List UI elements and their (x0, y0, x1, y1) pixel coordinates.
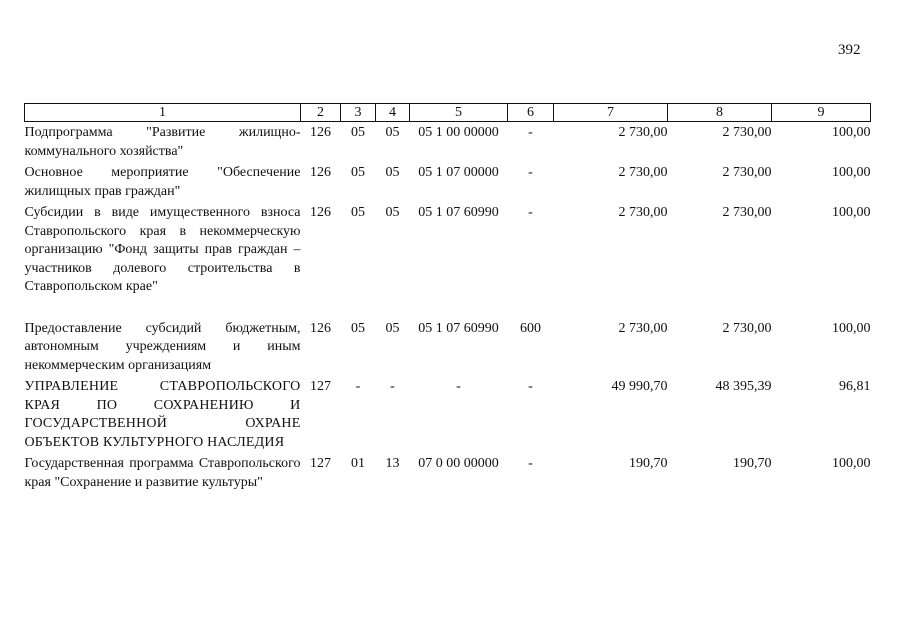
row-amount-executed: 48 395,39 (715, 379, 772, 394)
column-header-6: 6 (508, 104, 554, 122)
row-description: Основное мероприятие "Обеспечение жилищных прав граждан" (24, 165, 301, 199)
row-amount-planned: 2 730,00 (618, 320, 668, 336)
column-header-4: 4 (376, 104, 410, 122)
row-percent: 100,00 (832, 205, 871, 220)
row-section: 01 (351, 456, 365, 471)
budget-table (24, 103, 871, 493)
column-header-8: 8 (668, 104, 772, 122)
row-amount-planned: 49 990,70 (611, 379, 668, 394)
row-percent: 100,00 (832, 320, 871, 336)
table-row (25, 122, 871, 163)
row-expense-type: - (528, 205, 533, 220)
row-amount-executed: 2 730,00 (722, 165, 772, 180)
row-amount-planned: 2 730,00 (618, 205, 668, 220)
table-row (25, 318, 871, 377)
row-target-article: 05 1 00 00000 (418, 125, 499, 140)
table-row (25, 376, 871, 453)
row-percent: 100,00 (832, 165, 871, 180)
row-subsection: 05 (385, 125, 400, 140)
row-code-admin: 126 (310, 125, 331, 140)
row-expense-type: 600 (520, 320, 541, 336)
column-header-7: 7 (554, 104, 668, 122)
table-row (25, 453, 871, 493)
row-description: УПРАВЛЕНИЕ СТАВРОПОЛЬСКОГО КРАЯ ПО СОХРАНЕНИЮ И ГОСУДАРСТВЕННОЙ ОХРАНЕ ОБЪЕКТОВ КУЛЬТУРНОГО НАСЛЕДИЯ (24, 379, 301, 450)
row-section: 05 (351, 205, 365, 220)
row-expense-type: - (528, 456, 533, 471)
row-code-admin: 127 (310, 379, 331, 394)
table-row (25, 202, 871, 298)
row-amount-planned: 2 730,00 (618, 125, 668, 140)
row-amount-planned: 190,70 (629, 456, 668, 471)
column-header-9: 9 (772, 104, 871, 122)
row-target-article: - (456, 379, 461, 394)
row-subsection: - (390, 379, 395, 394)
row-expense-type: - (528, 379, 533, 394)
row-description: Предоставление субсидий бюджетным, автономным учреждениям и иным некоммерческим организациям (24, 320, 301, 373)
row-description: Подпрограмма "Развитие жилищно-коммунального хозяйства" (24, 125, 301, 159)
table-row (25, 162, 871, 202)
row-amount-executed: 2 730,00 (722, 320, 772, 336)
row-percent: 100,00 (832, 125, 871, 140)
row-subsection: 05 (385, 320, 400, 336)
table-header-row (25, 104, 871, 122)
row-code-admin: 127 (310, 456, 331, 471)
row-description: Субсидии в виде имущественного взноса Ставропольского края в некоммерческую организацию "Фонд защиты прав граждан – участников долевого строительства в Ставропольском крае" (24, 205, 301, 294)
row-code-admin: 126 (310, 205, 331, 220)
row-amount-executed: 190,70 (733, 456, 772, 471)
row-code-admin: 126 (310, 165, 331, 180)
column-header-5: 5 (410, 104, 508, 122)
row-section: - (355, 379, 361, 394)
row-section: 05 (351, 320, 365, 336)
column-header-2: 2 (301, 104, 341, 122)
row-expense-type: - (528, 125, 533, 140)
row-amount-executed: 2 730,00 (722, 205, 772, 220)
column-header-3: 3 (341, 104, 376, 122)
row-target-article: 05 1 07 00000 (418, 165, 499, 180)
row-percent: 100,00 (832, 456, 871, 471)
row-subsection: 05 (385, 165, 400, 180)
row-amount-planned: 2 730,00 (618, 165, 668, 180)
row-target-article: 07 0 00 00000 (418, 456, 499, 471)
row-subsection: 13 (385, 456, 400, 471)
column-header-1: 1 (25, 104, 301, 122)
row-subsection: 05 (385, 205, 400, 220)
row-expense-type: - (528, 165, 533, 180)
row-description: Государственная программа Ставропольского края "Сохранение и развитие культуры" (24, 456, 301, 490)
row-section: 05 (351, 165, 365, 180)
row-spacer (25, 298, 871, 318)
row-section: 05 (351, 125, 365, 140)
page-number: 392 (838, 42, 861, 58)
row-percent: 96,81 (839, 379, 871, 394)
row-amount-executed: 2 730,00 (722, 125, 772, 140)
row-code-admin: 126 (310, 320, 331, 336)
row-target-article: 05 1 07 60990 (418, 205, 499, 220)
row-target-article: 05 1 07 60990 (418, 320, 499, 336)
